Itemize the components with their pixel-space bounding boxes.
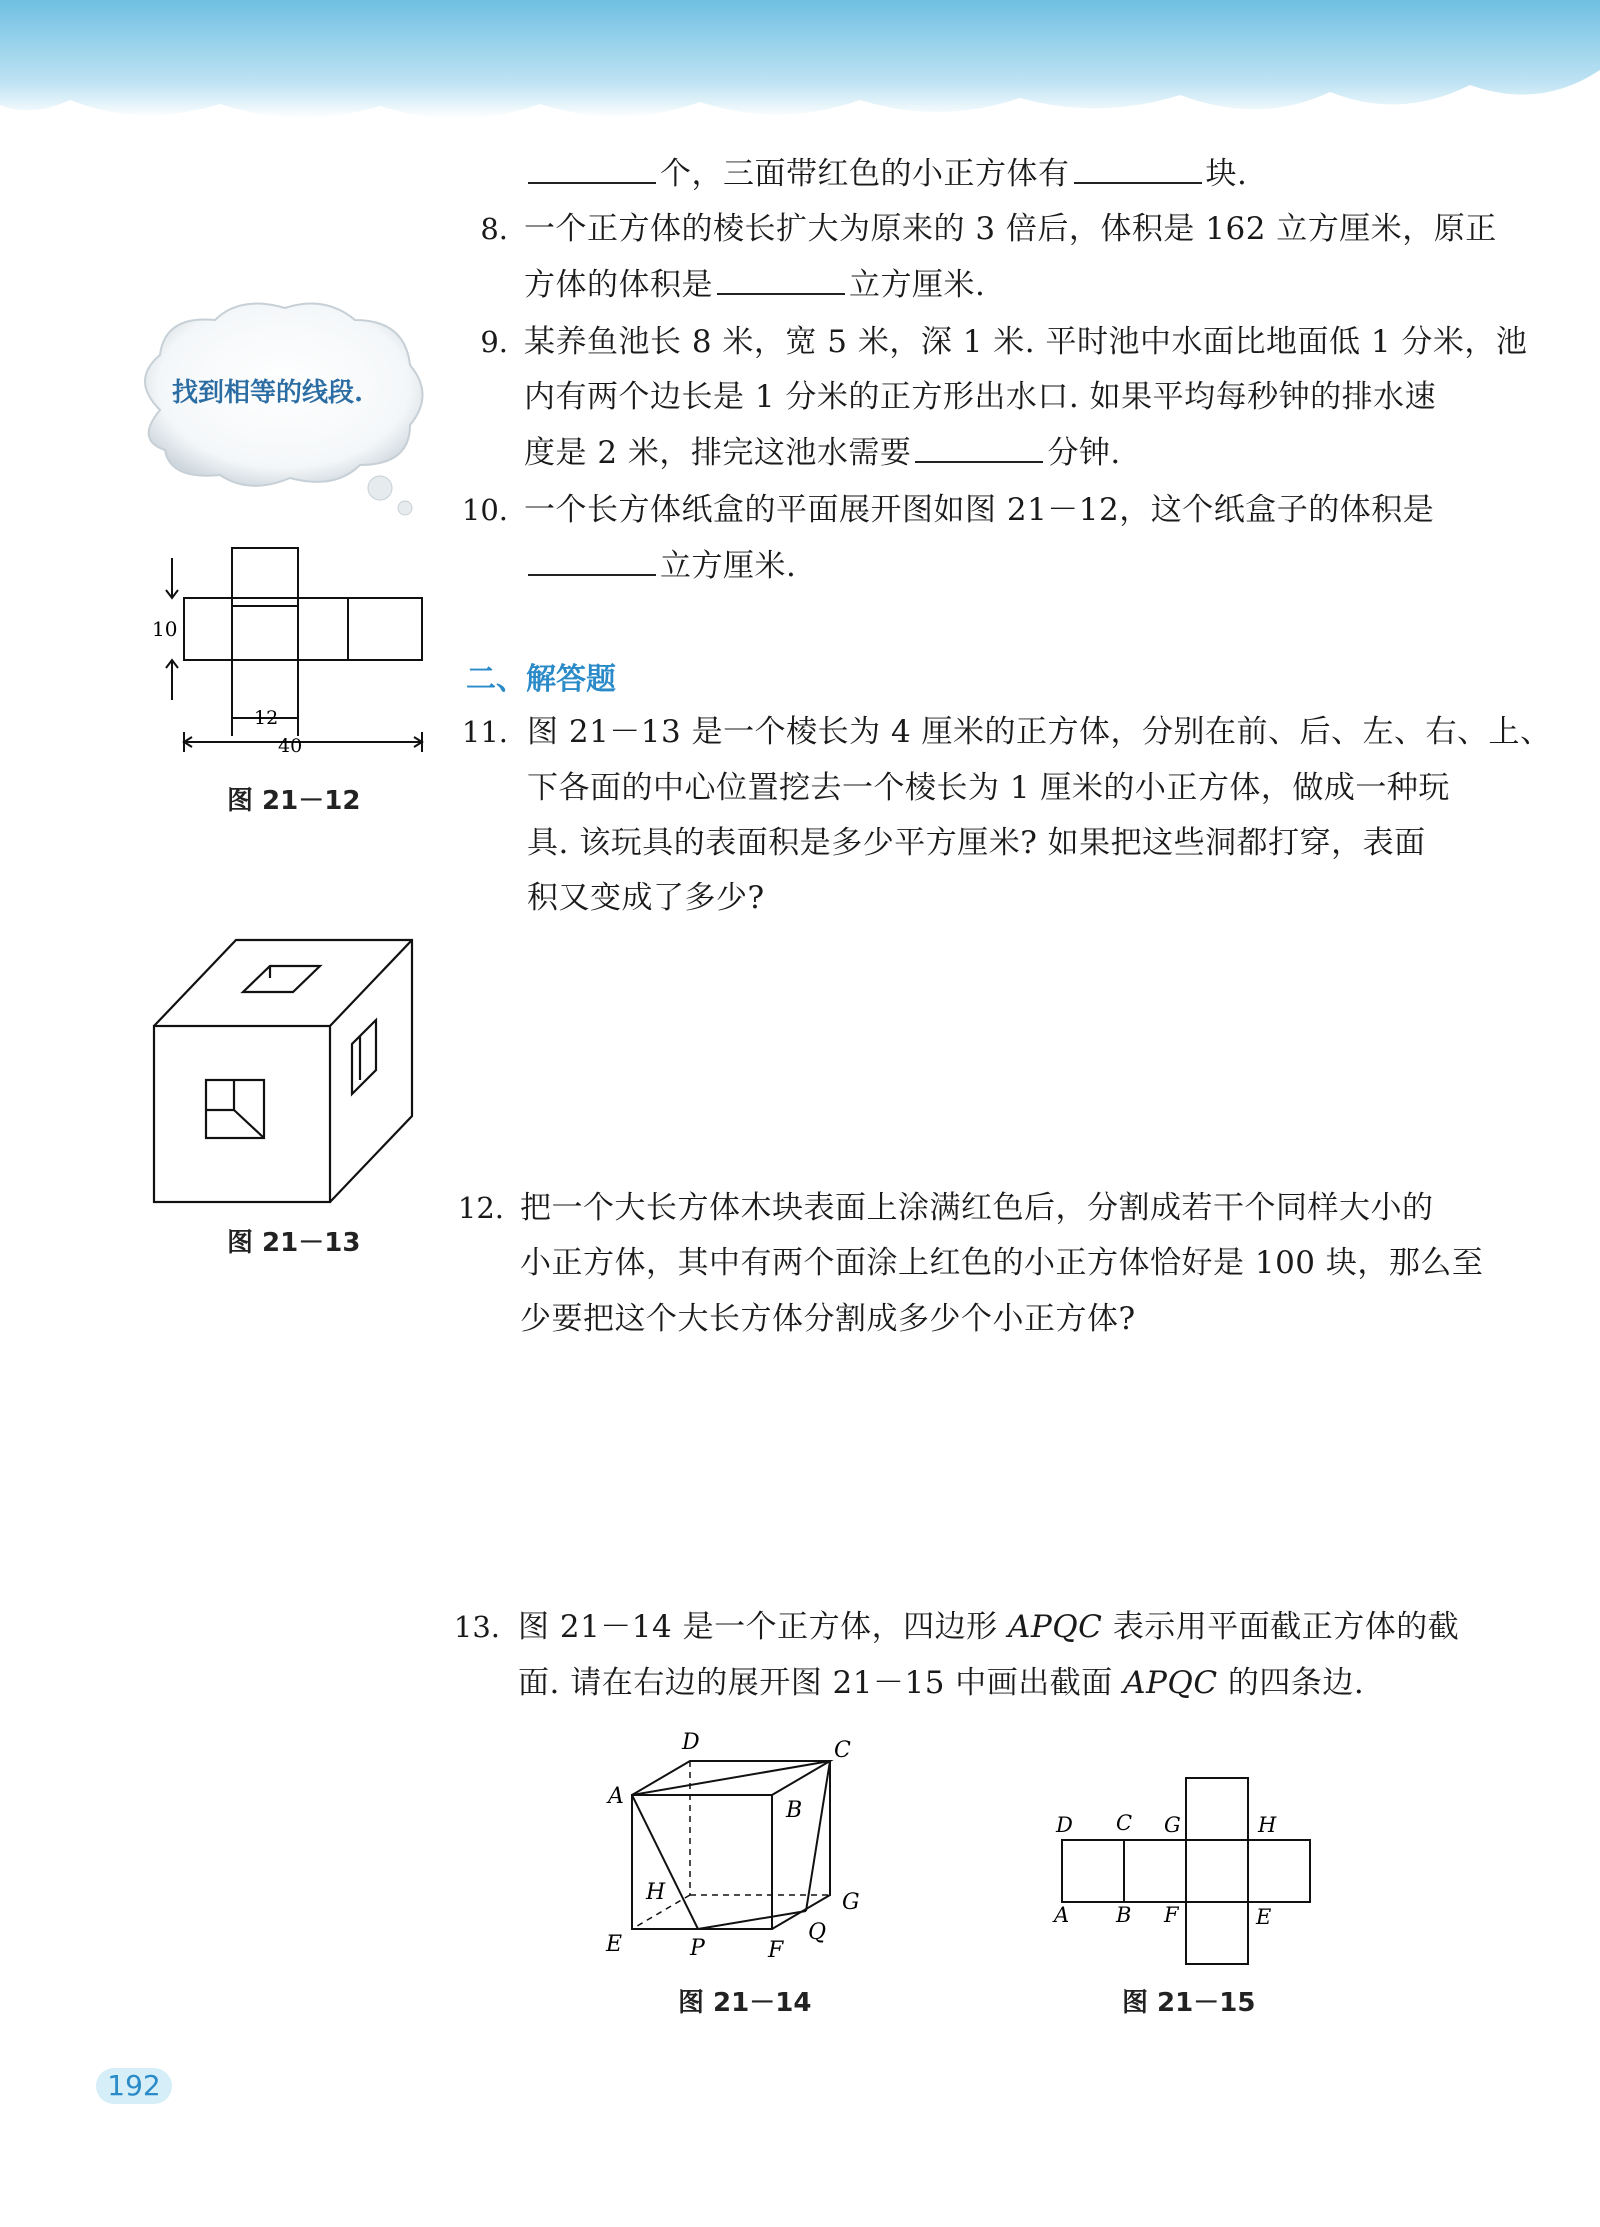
vertex-E: E	[606, 1932, 623, 1957]
hint-text: 找到相等的线段.	[172, 378, 364, 408]
problem-8-number: 8.	[480, 212, 508, 246]
problem-12-line3: 少要把这个大长方体分割成多少个小正方体?	[520, 1301, 1136, 1337]
answer-blank[interactable]	[1074, 152, 1202, 184]
section-title: 二、解答题	[466, 662, 616, 697]
answer-blank[interactable]	[915, 431, 1043, 463]
problem-7-continuation: 个，三面带红色的小正方体有 块.	[524, 152, 1247, 195]
net-label-C: C	[1116, 1811, 1133, 1835]
net-label-A: A	[1054, 1903, 1070, 1927]
figure-21-12	[148, 540, 428, 770]
figure-21-12-caption: 图 21－12	[227, 786, 361, 816]
problem-9-line3: 度是 2 米，排完这池水需要 分钟.	[524, 431, 1121, 474]
page-number: 192	[96, 2068, 172, 2104]
hint-cloud	[120, 290, 440, 530]
problem-10-line1: 一个长方体纸盒的平面展开图如图 21－12，这个纸盒子的体积是	[524, 492, 1435, 528]
vertex-P: P	[690, 1936, 705, 1961]
vertex-G: G	[842, 1890, 860, 1915]
problem-8-line1: 一个正方体的棱长扩大为原来的 3 倍后，体积是 162 立方厘米，原正	[524, 211, 1497, 247]
figure-21-13-caption: 图 21－13	[227, 1228, 361, 1258]
problem-11-line1: 图 21－13 是一个棱长为 4 厘米的正方体，分别在前、后、左、右、上、	[527, 714, 1552, 750]
problem-11-line3: 具. 该玩具的表面积是多少平方厘米? 如果把这些洞都打穿，表面	[527, 825, 1426, 861]
answer-blank[interactable]	[528, 544, 656, 576]
dim-total-width-label: 40	[278, 735, 303, 757]
problem-11-number: 11.	[461, 715, 508, 749]
vertex-F: F	[768, 1938, 784, 1963]
vertex-A: A	[608, 1784, 624, 1809]
vertex-C: C	[834, 1738, 851, 1763]
figure-21-15	[1040, 1760, 1320, 1970]
problem-11-line2: 下各面的中心位置挖去一个棱长为 1 厘米的小正方体，做成一种玩	[527, 770, 1450, 806]
net-label-B: B	[1116, 1903, 1132, 1927]
problem-12-line2: 小正方体，其中有两个面涂上红色的小正方体恰好是 100 块，那么至	[520, 1245, 1484, 1281]
problem-10-line2: 立方厘米.	[524, 544, 796, 587]
header-band	[0, 0, 1600, 150]
net-label-H: H	[1258, 1813, 1277, 1837]
problem-13-line1: 图 21－14 是一个正方体，四边形 APQC 表示用平面截正方体的截	[518, 1609, 1460, 1645]
dim-height-label: 10	[152, 617, 178, 641]
problem-9-line2: 内有两个边长是 1 分米的正方形出水口. 如果平均每秒钟的排水速	[524, 379, 1437, 415]
problem-9-line1: 某养鱼池长 8 米，宽 5 米，深 1 米. 平时池中水面比地面低 1 分米，池	[524, 324, 1528, 360]
vertex-Q: Q	[808, 1920, 827, 1945]
problem-8-line2: 方体的体积是 立方厘米.	[524, 263, 985, 306]
problem-9-number: 9.	[480, 325, 508, 359]
figure-21-14	[600, 1725, 880, 1965]
problem-13-line2: 面. 请在右边的展开图 21－15 中画出截面 APQC 的四条边.	[518, 1665, 1365, 1701]
figure-21-15-caption: 图 21－15	[1122, 1988, 1256, 2018]
figure-21-14-caption: 图 21－14	[678, 1988, 812, 2018]
problem-10-number: 10.	[461, 493, 508, 527]
vertex-B: B	[786, 1798, 803, 1823]
problem-12-number: 12.	[457, 1191, 504, 1225]
figure-21-13	[148, 930, 428, 1210]
problem-13-number: 13.	[453, 1610, 500, 1644]
answer-blank[interactable]	[717, 263, 845, 295]
answer-blank[interactable]	[528, 152, 656, 184]
problem-11-line4: 积又变成了多少?	[527, 880, 765, 916]
vertex-D: D	[682, 1730, 700, 1755]
net-label-D: D	[1056, 1813, 1073, 1837]
vertex-H: H	[646, 1880, 666, 1905]
net-label-E: E	[1256, 1905, 1272, 1929]
net-label-G: G	[1164, 1813, 1181, 1837]
net-label-F: F	[1164, 1903, 1179, 1927]
dim-small-width-label: 12	[254, 707, 279, 729]
problem-12-line1: 把一个大长方体木块表面上涂满红色后，分割成若干个同样大小的	[520, 1190, 1434, 1226]
